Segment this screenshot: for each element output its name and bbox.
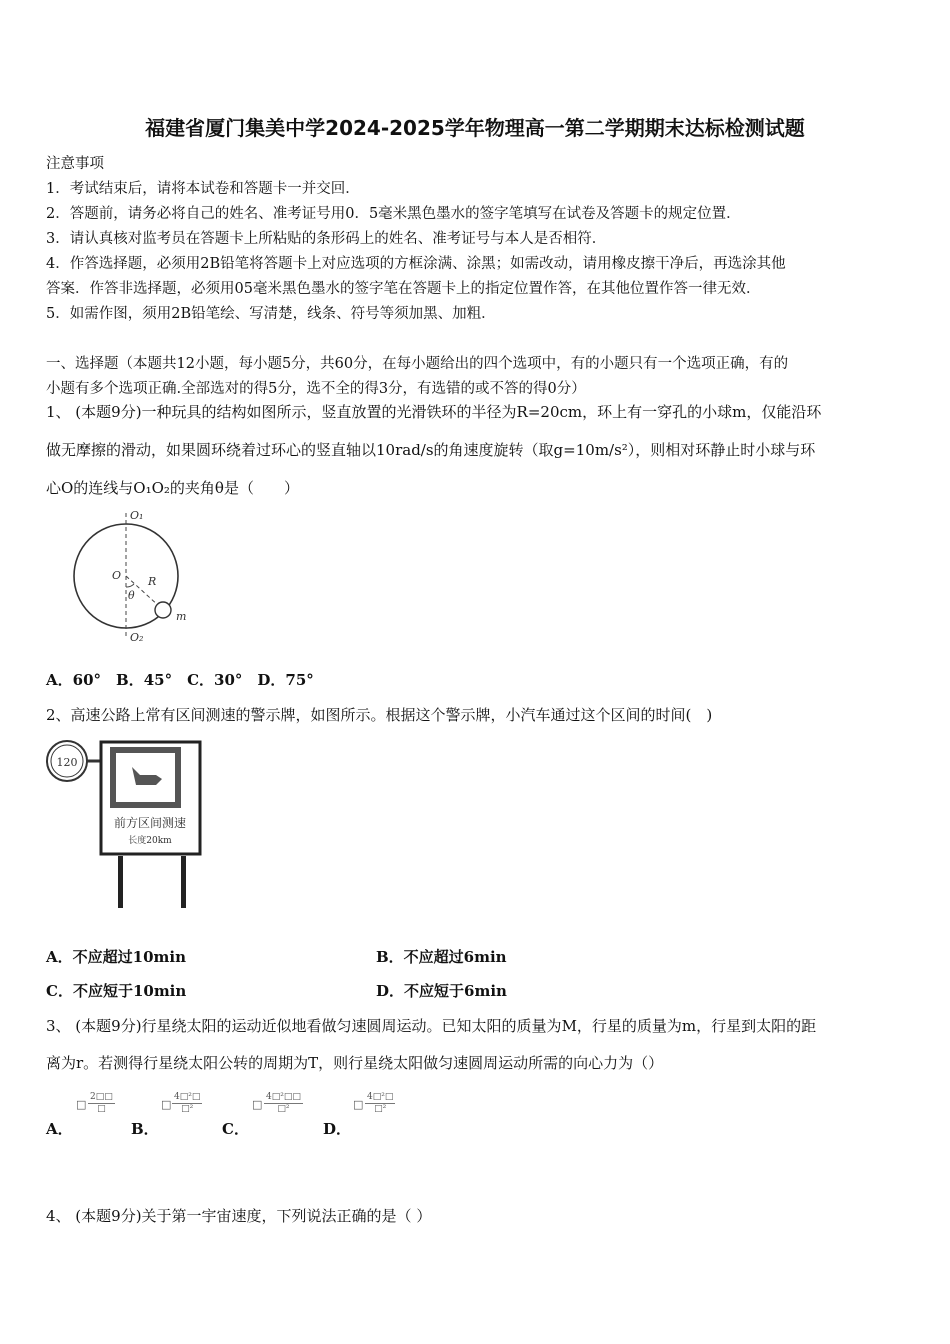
question-2-option-a: A．不应超过10min	[46, 948, 186, 966]
label-r: R	[148, 575, 157, 588]
question-2-text: 2、高速公路上常有区间测速的警示牌，如图所示。根据这个警示牌，小汽车通过这个区间的时间( )	[46, 706, 713, 724]
speed-sign-diagram	[44, 737, 214, 912]
sign-text: 前方区间测速	[113, 816, 187, 830]
question-3-option-b-label: B．	[131, 1120, 159, 1138]
question-3-option-c-label: C．	[222, 1120, 249, 1138]
notice-item: 答案．作答非选择题，必须用05毫米黑色墨水的签字笔在答题卡上的指定位置作答，在其他位置作答一律无效．	[46, 281, 761, 297]
question-1-text: 心O的连线与O₁O₂的夹角θ是（ ）	[46, 479, 299, 497]
question-3-option-d-label: D．	[323, 1120, 352, 1138]
question-4-text: 4、 (本题9分)关于第一宇宙速度，下列说法正确的是（ ）	[46, 1207, 432, 1225]
missing-glyph-icon: □	[252, 1098, 263, 1111]
notice-heading: 注意事项	[46, 156, 104, 172]
question-3-option-c-formula: 4□²□□ □²	[266, 1092, 301, 1114]
label-o2: O₂	[130, 631, 144, 644]
question-3-text: 3、 (本题9分)行星绕太阳的运动近似地看做匀速圆周运动。已知太阳的质量为M，行星的质量为m，行星到太阳的距	[46, 1017, 817, 1035]
question-2-option-b: B．不应超过6min	[376, 948, 507, 966]
sign-length: 长度20km	[128, 836, 172, 846]
question-1-text: 1、 (本题9分)一种玩具的结构如图所示，竖直放置的光滑铁环的半径为R=20cm，环上有一穿孔的小球m，仅能沿环	[46, 403, 822, 421]
question-3-option-a-formula: 2□□ □	[90, 1092, 113, 1114]
missing-glyph-icon: □	[76, 1098, 87, 1111]
section-header: 一、选择题（本题共12小题，每小题5分，共60分，在每小题给出的四个选项中，有的小题只有一个选项正确，有的	[46, 356, 789, 372]
question-2-option-c: C．不应短于10min	[46, 982, 187, 1000]
question-3-option-b-formula: 4□²□ □²	[174, 1092, 201, 1114]
page-title: 福建省厦门集美中学2024-2025学年物理高一第二学期期末达标检测试题	[145, 116, 805, 140]
notice-item: 5．如需作图，须用2B铅笔绘、写清楚，线条、符号等须加黑、加粗．	[46, 306, 496, 322]
notice-item: 2．答题前，请务必将自己的姓名、准考证号用0．5毫米黑色墨水的签字笔填写在试卷及答题卡的规定位置．	[46, 206, 741, 222]
missing-glyph-icon: □	[161, 1098, 172, 1111]
notice-item: 4．作答选择题，必须用2B铅笔将答题卡上对应选项的方框涂满、涂黑；如需改动，请用橡皮擦干净后，再选涂其他	[46, 256, 786, 272]
notice-item: 3．请认真核对监考员在答题卡上所粘贴的条形码上的姓名、准考证号与本人是否相符．	[46, 231, 607, 247]
question-3-option-d-formula: 4□²□ □²	[367, 1092, 394, 1114]
speed-limit-label: 120	[56, 756, 78, 769]
label-o1: O₁	[130, 509, 144, 522]
question-1-text: 做无摩擦的滑动，如果圆环绕着过环心的竖直轴以10rad/s的角速度旋转（取g=10m/s²），则相对环静止时小球与环	[46, 441, 816, 459]
label-theta: θ	[128, 589, 135, 602]
label-o: O	[112, 569, 122, 582]
notice-item: 1．考试结束后，请将本试卷和答题卡一并交回．	[46, 181, 360, 197]
ring-diagram	[60, 503, 200, 648]
missing-glyph-icon: □	[353, 1098, 364, 1111]
question-1-options: A．60° B．45° C．30° D．75°	[46, 671, 314, 689]
question-3-option-a-label: A．	[46, 1120, 73, 1138]
label-m: m	[176, 610, 187, 623]
question-3-text: 离为r。若测得行星绕太阳公转的周期为T，则行星绕太阳做匀速圆周运动所需的向心力为（）	[46, 1054, 664, 1072]
question-2-option-d: D．不应短于6min	[376, 982, 507, 1000]
section-header: 小题有多个选项正确.全部选对的得5分，选不全的得3分，有选错的或不答的得0分）	[46, 381, 586, 397]
